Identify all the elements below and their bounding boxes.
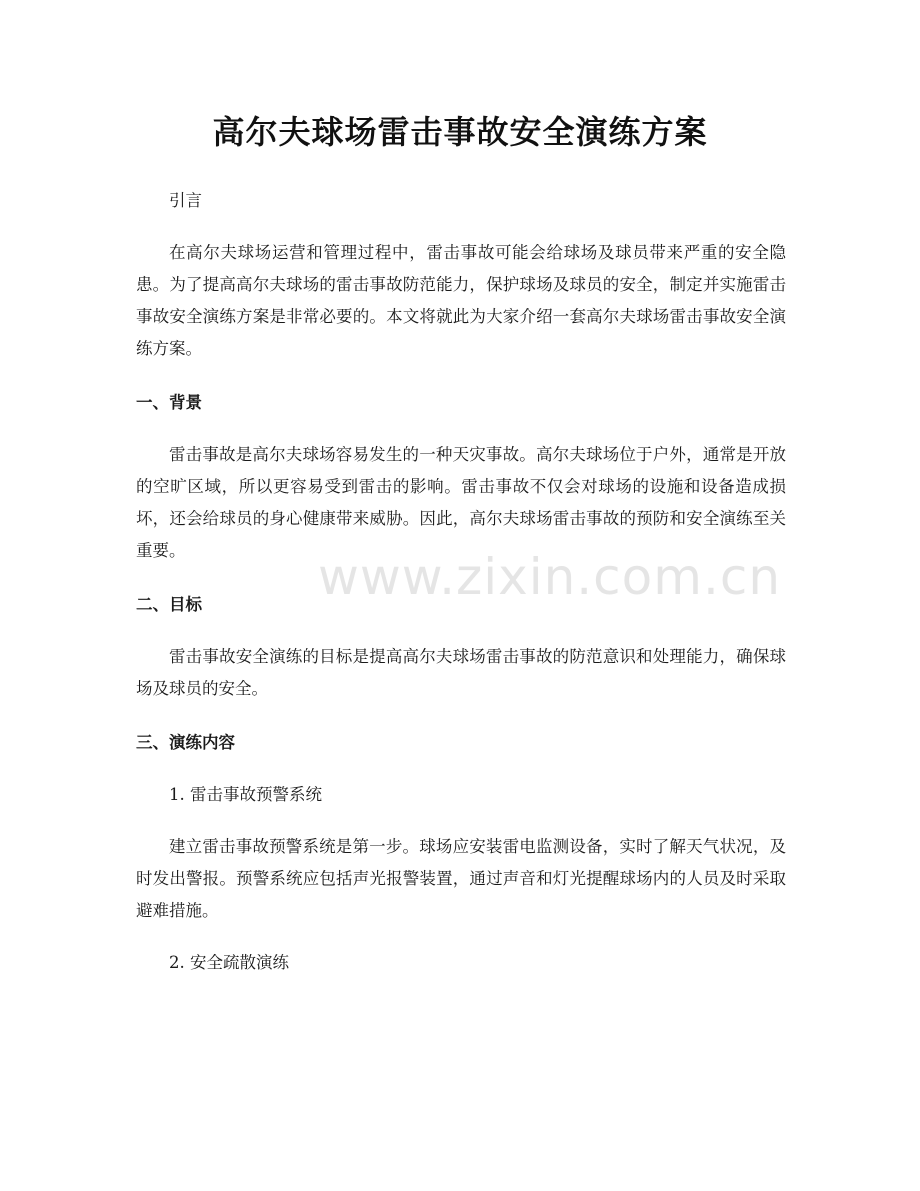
intro-paragraph: 在高尔夫球场运营和管理过程中，雷击事故可能会给球场及球员带来严重的安全隐患。为了提高高尔夫球场的雷击事故防范能力，保护球场及球员的安全，制定并实施雷击事故安全演练方案是非常必要的。本文将就此为大家介绍一套高尔夫球场雷击事故安全演练方案。 — [136, 243, 786, 358]
section-heading-goal: 二、目标 — [136, 595, 202, 614]
goal-paragraph: 雷击事故安全演练的目标是提高高尔夫球场雷击事故的防范意识和处理能力，确保球场及球员的安全。 — [136, 647, 786, 698]
list-item-title: 1. 雷击事故预警系统 — [169, 785, 322, 804]
document-body — [136, 185, 786, 979]
intro-label: 引言 — [169, 191, 202, 210]
list-item-title: 2. 安全疏散演练 — [169, 953, 289, 972]
document-title: 高尔夫球场雷击事故安全演练方案 — [212, 113, 708, 151]
section-heading-drill-content: 三、演练内容 — [136, 733, 235, 752]
warning-system-paragraph: 建立雷击事故预警系统是第一步。球场应安装雷电监测设备，实时了解天气状况，及时发出警报。预警系统应包括声光报警装置，通过声音和灯光提醒球场内的人员及时采取避难措施。 — [136, 837, 786, 920]
background-paragraph: 雷击事故是高尔夫球场容易发生的一种天灾事故。高尔夫球场位于户外，通常是开放的空旷区域，所以更容易受到雷击的影响。雷击事故不仅会对球场的设施和设备造成损坏，还会给球员的身心健康带来威胁。因此，高尔夫球场雷击事故的预防和安全演练至关重要。 — [136, 445, 786, 560]
watermark: www.zixin.com.cn — [318, 548, 782, 606]
section-heading-background: 一、背景 — [136, 393, 202, 412]
